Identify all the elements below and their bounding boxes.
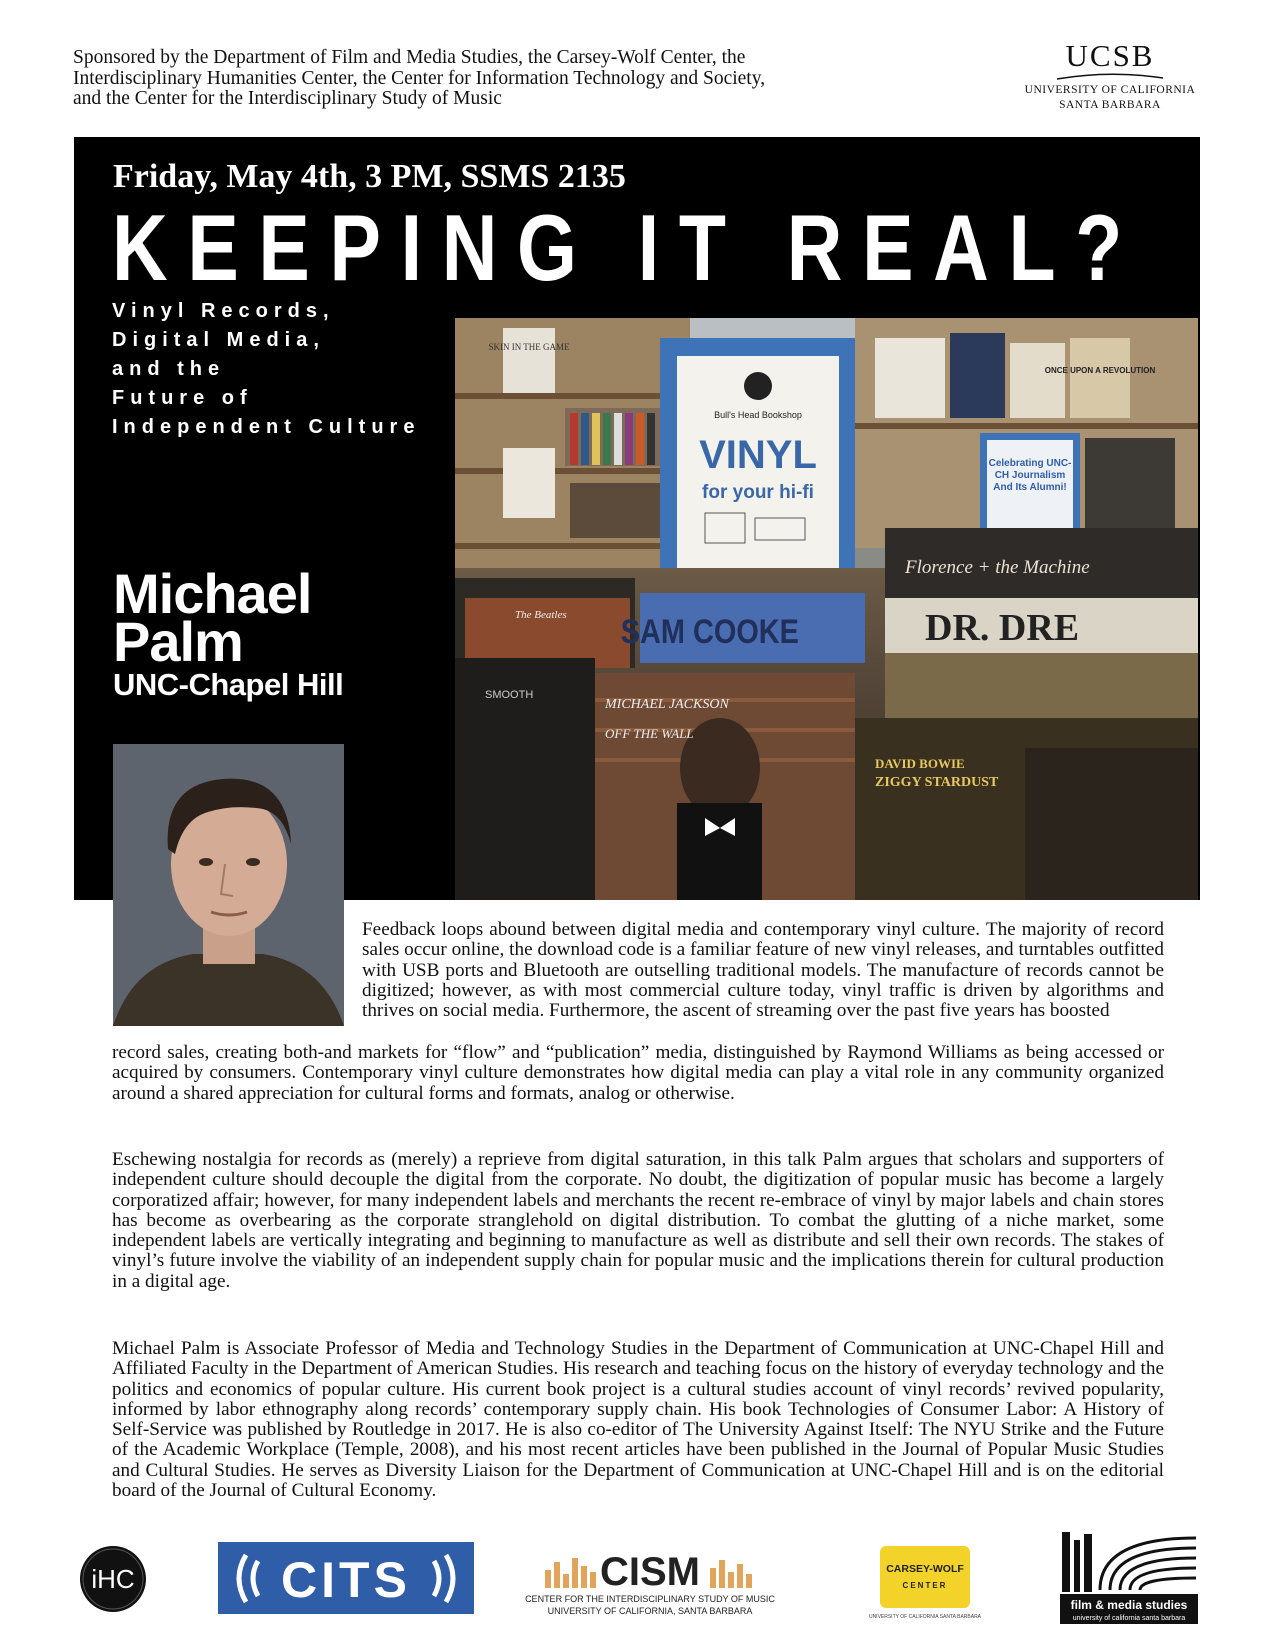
cism-logo-sub-2: UNIVERSITY OF CALIFORNIA, SANTA BARBARA [547,1606,753,1616]
cism-logo-text: CISM [600,1550,700,1594]
cits-logo [218,1542,474,1614]
event-date: Friday, May 4th, 3 PM, SSMS 2135 [113,158,626,195]
subtitle-line: Digital Media, [112,329,325,351]
cism-logo [525,1550,775,1616]
record-store-illustration [455,318,1198,900]
subtitle-line: Future of [112,387,253,409]
carsey-wolf-text-2: CENTER [902,1581,948,1590]
record-label-dr-dre: DR. DRE [925,607,1080,649]
ucsb-logo [1010,40,1210,112]
sponsor-text [73,48,953,110]
subtitle-line: Independent Culture [112,416,421,438]
ucsb-wordmark: UCSB [1065,38,1155,73]
sponsor-logos [0,1530,1275,1630]
speaker-block [113,562,344,704]
sponsor-line: Sponsored by the Department of Film and Media Studies, the Carsey-Wolf Center, the [73,47,746,68]
cism-logo-sub-1: CENTER FOR THE INTERDISCIPLINARY STUDY OF MUSIC [525,1594,775,1604]
event-headline: KEEPING IT REAL? [112,195,1143,300]
speaker-first-name: Michael [113,562,312,625]
carsey-wolf-sub: UNIVERSITY OF CALIFORNIA SANTA BARBARA [868,1614,982,1620]
ucsb-subtitle-1: UNIVERSITY OF CALIFORNIA [1024,84,1196,96]
event-subtitle [112,297,420,442]
sponsor-line: Interdisciplinary Humanities Center, the Center for Information Technology and Society, [73,67,766,89]
record-label-smooth: SMOOTH [485,689,534,701]
record-label-mj-2: OFF THE WALL [605,726,694,741]
record-store-photo [455,318,1198,900]
cits-logo-text: CITS [281,1552,411,1608]
record-label-bowie-2: ZIGGY STARDUST [875,775,999,790]
speaker-portrait [113,744,344,1026]
speaker-portrait-illustration [113,744,344,1026]
fms-logo-text-2: university of california santa barbara [1072,1615,1186,1622]
record-label-mj-1: MICHAEL JACKSON [605,697,729,712]
ihc-logo [80,1546,146,1612]
sign-store-name: Bull's Head Bookshop [714,410,802,420]
record-label-bowie-1: DAVID BOWIE [875,756,965,771]
book-title-2: ONCE UPON A REVOLUTION [1044,366,1156,375]
record-label-sam-cooke: SAM COOKE [620,611,799,651]
abstract-paragraph-2: Eschewing nostalgia for records as (merely) a reprieve from digital saturation, in this talk Palm argues that scholars and supporters of independent culture should decouple the digital from the corporate. No doubt, the digitization of popular music has become a largely corporatized affair; however, for many independent labels and merchants the recent re-embrace of vinyl by major labels and chain stores has become as overbearing as the corporate stranglehold on digital distribution. To combat the glutting of a niche market, some independent labels are vertically integrating and beginning to manufacture as well as distribute and sell their own records. The stakes of vinyl’s future involve the viability of an independent supply chain for popular music and the implications therein for cultural production in a digital age. [112,1149,1164,1292]
fms-logo-text-1: film & media studies [1070,1598,1188,1612]
subtitle-line: and the [112,358,226,380]
record-label-beatles: The Beatles [515,609,567,621]
ucsb-swoosh-icon [1055,72,1165,82]
ihc-logo-text: iHC [91,1564,135,1594]
abstract-paragraph-1: Feedback loops abound between digital media and contemporary vinyl culture. The majority of record sales occur online, the download code is a familiar feature of new vinyl releases, and turntables outfitted with USB ports and Bluetooth are outselling traditional models. The manufacture of records cannot be digitized; however, as with most commercial culture today, vinyl traffic is driven by algorithms and thrives on social media. Furthermore, the ascent of streaming over the past five years has boosted [362,919,1164,1022]
speaker-bio: Michael Palm is Associate Professor of Media and Technology Studies in the Department of Communication at UNC-Chapel Hill and Affiliated Faculty in the Department of American Studies. His research and teaching focus on the history of everyday technology and the politics and economics of popular culture. His current book project is a cultural studies account of vinyl records’ revived popularity, informed by labor ethnography along records’ contemporary supply chain. His book Technologies of Consumer Labor: A History of Self-Service was published by Routledge in 2017. He is also co-editor of The University Against Itself: The NYU Strike and the Future of the Academic Workplace (Temple, 2008), and his most recent articles have been published in the Journal of Popular Music Studies and Cultural Studies. He serves as Diversity Liaison for the Department of Communication at UNC-Chapel Hill and is on the editorial board of the Journal of Cultural Economy. [112,1338,1164,1502]
sponsor-logos-strip [0,1530,1275,1630]
carsey-wolf-text-1: CARSEY-WOLF [886,1563,964,1575]
sign-vinyl-title: VINYL [699,433,817,477]
sign-vinyl-sub: for your hi-fi [702,482,814,503]
carsey-wolf-logo [869,1546,982,1620]
sponsor-line: and the Center for the Interdisciplinary Study of Music [73,88,502,109]
abstract-paragraph-1-continued: record sales, creating both-and markets for “flow” and “publication” media, distinguished by Raymond Williams as being accessed or acquired by consumers. Contemporary vinyl culture demonstrates how digital media can play a vital role in any community organized around a shared appreciation for cultural forms and formats, analog or otherwise. [112,1042,1164,1104]
film-media-studies-logo [1060,1532,1198,1624]
photo-poster-text: Celebrating UNC-CH Journalism And Its Alumni! [988,458,1072,493]
speaker-last-name: Palm [113,610,243,673]
book-title-1: SKIN IN THE GAME [488,342,570,352]
ucsb-subtitle-2: SANTA BARBARA [1059,99,1161,111]
subtitle-line: Vinyl Records, [112,300,335,322]
record-label-florence: Florence + the Machine [905,557,1090,578]
speaker-affiliation: UNC-Chapel Hill [113,667,344,702]
